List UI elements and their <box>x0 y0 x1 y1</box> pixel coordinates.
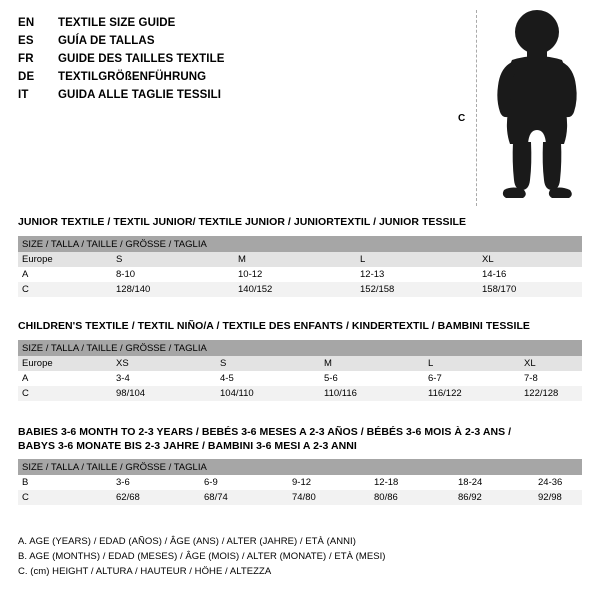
height-guide-line <box>476 10 477 206</box>
babies-row-b-v2: 9-12 <box>288 475 370 490</box>
junior-row-a-v1: 10-12 <box>234 267 356 282</box>
junior-row-a-v3: 14-16 <box>478 267 582 282</box>
children-subheader: SIZE / TALLA / TAILLE / GRÖSSE / TAGLIA <box>18 340 582 356</box>
children-col-0: Europe <box>18 356 112 371</box>
language-row-es <box>18 32 438 50</box>
babies-row-b-v5: 24-36 <box>534 475 582 490</box>
junior-row-c-v1: 140/152 <box>234 282 356 297</box>
measure-label-c: C <box>458 113 466 124</box>
junior-row-a-v2: 12-13 <box>356 267 478 282</box>
children-col-5: XL <box>520 356 582 371</box>
children-row-a-v3: 6-7 <box>424 371 520 386</box>
table-header-row <box>18 252 582 267</box>
children-row-c-v4: 122/128 <box>520 386 582 401</box>
junior-col-4: XL <box>478 252 582 267</box>
junior-row-a-label: A <box>18 267 112 282</box>
table-row <box>18 475 582 490</box>
language-text-fr: GUIDE DES TAILLES TEXTILE <box>58 53 225 65</box>
children-size-table <box>18 340 582 401</box>
baby-silhouette-icon <box>482 8 592 208</box>
babies-row-b-v4: 18-24 <box>454 475 534 490</box>
legend-item-a: A. AGE (YEARS) / EDAD (AÑOS) / ÂGE (ANS) / ALTER (JAHRE) / ETÀ (ANNI) <box>18 536 356 547</box>
table-subheader-row <box>18 459 582 475</box>
language-row-fr <box>18 50 438 68</box>
junior-row-c-v0: 128/140 <box>112 282 234 297</box>
children-row-a-v4: 7-8 <box>520 371 582 386</box>
section-title-children: CHILDREN'S TEXTILE / TEXTIL NIÑO/A / TEXTILE DES ENFANTS / KINDERTEXTIL / BAMBINI TESSILE <box>18 320 530 332</box>
language-row-en <box>18 14 438 32</box>
babies-row-c-v1: 68/74 <box>200 490 288 505</box>
language-code-it: IT <box>18 89 29 101</box>
section-title-babies <box>18 425 511 453</box>
children-row-c-v2: 110/116 <box>320 386 424 401</box>
language-row-de <box>18 68 438 86</box>
junior-col-0: Europe <box>18 252 112 267</box>
junior-col-3: L <box>356 252 478 267</box>
children-row-c-v0: 98/104 <box>112 386 216 401</box>
language-code-en: EN <box>18 17 35 29</box>
language-code-de: DE <box>18 71 35 83</box>
babies-row-c-v4: 86/92 <box>454 490 534 505</box>
language-code-fr: FR <box>18 53 34 65</box>
children-row-a-v0: 3-4 <box>112 371 216 386</box>
babies-size-table <box>18 459 582 505</box>
table-row <box>18 267 582 282</box>
children-col-2: S <box>216 356 320 371</box>
language-text-it: GUIDA ALLE TAGLIE TESSILI <box>58 89 222 101</box>
table-row <box>18 282 582 297</box>
babies-row-b-label: B <box>18 475 112 490</box>
language-header-block <box>18 14 438 104</box>
language-text-es: GUÍA DE TALLAS <box>58 35 155 47</box>
children-row-c-v1: 104/110 <box>216 386 320 401</box>
legend-block <box>18 534 582 579</box>
babies-subheader: SIZE / TALLA / TAILLE / GRÖSSE / TAGLIA <box>18 459 582 475</box>
children-row-c-label: C <box>18 386 112 401</box>
legend-item-b: B. AGE (MONTHS) / EDAD (MESES) / ÂGE (MOIS) / ALTER (MONATE) / ETÀ (MESI) <box>18 551 386 562</box>
language-row-it <box>18 86 438 104</box>
legend-item-c: C. (cm) HEIGHT / ALTURA / HAUTEUR / HÖHE / ALTEZZA <box>18 566 272 577</box>
table-row <box>18 490 582 505</box>
babies-row-c-v2: 74/80 <box>288 490 370 505</box>
section-title-babies-line1: BABIES 3-6 MONTH TO 2-3 YEARS / BEBÉS 3-6 MESES A 2-3 AÑOS / BÉBÉS 3-6 MOIS À 2-3 ANS / <box>18 426 512 438</box>
babies-row-b-v0: 3-6 <box>112 475 200 490</box>
children-col-1: XS <box>112 356 216 371</box>
language-text-de: TEXTILGRÖßENFÜHRUNG <box>58 71 207 83</box>
junior-size-table <box>18 236 582 297</box>
section-title-babies-line2: BABYS 3-6 MONATE BIS 2-3 JAHRE / BAMBINI 3-6 MESI A 2-3 ANNI <box>18 440 357 452</box>
table-row <box>18 371 582 386</box>
junior-subheader: SIZE / TALLA / TAILLE / GRÖSSE / TAGLIA <box>18 236 582 252</box>
measurement-figure <box>440 8 595 208</box>
babies-row-c-v5: 92/98 <box>534 490 582 505</box>
language-text-en: TEXTILE SIZE GUIDE <box>58 17 176 29</box>
babies-row-c-v3: 80/86 <box>370 490 454 505</box>
junior-row-c-v3: 158/170 <box>478 282 582 297</box>
babies-row-c-label: C <box>18 490 112 505</box>
section-title-junior: JUNIOR TEXTILE / TEXTIL JUNIOR/ TEXTILE JUNIOR / JUNIORTEXTIL / JUNIOR TESSILE <box>18 216 467 228</box>
junior-col-1: S <box>112 252 234 267</box>
children-row-a-v1: 4-5 <box>216 371 320 386</box>
table-subheader-row <box>18 236 582 252</box>
babies-row-b-v1: 6-9 <box>200 475 288 490</box>
table-header-row <box>18 356 582 371</box>
junior-row-c-v2: 152/158 <box>356 282 478 297</box>
children-row-a-v2: 5-6 <box>320 371 424 386</box>
babies-row-c-v0: 62/68 <box>112 490 200 505</box>
table-subheader-row <box>18 340 582 356</box>
junior-col-2: M <box>234 252 356 267</box>
junior-row-c-label: C <box>18 282 112 297</box>
babies-row-b-v3: 12-18 <box>370 475 454 490</box>
children-col-3: M <box>320 356 424 371</box>
table-row <box>18 386 582 401</box>
language-code-es: ES <box>18 35 34 47</box>
children-col-4: L <box>424 356 520 371</box>
children-row-c-v3: 116/122 <box>424 386 520 401</box>
junior-row-a-v0: 8-10 <box>112 267 234 282</box>
children-row-a-label: A <box>18 371 112 386</box>
